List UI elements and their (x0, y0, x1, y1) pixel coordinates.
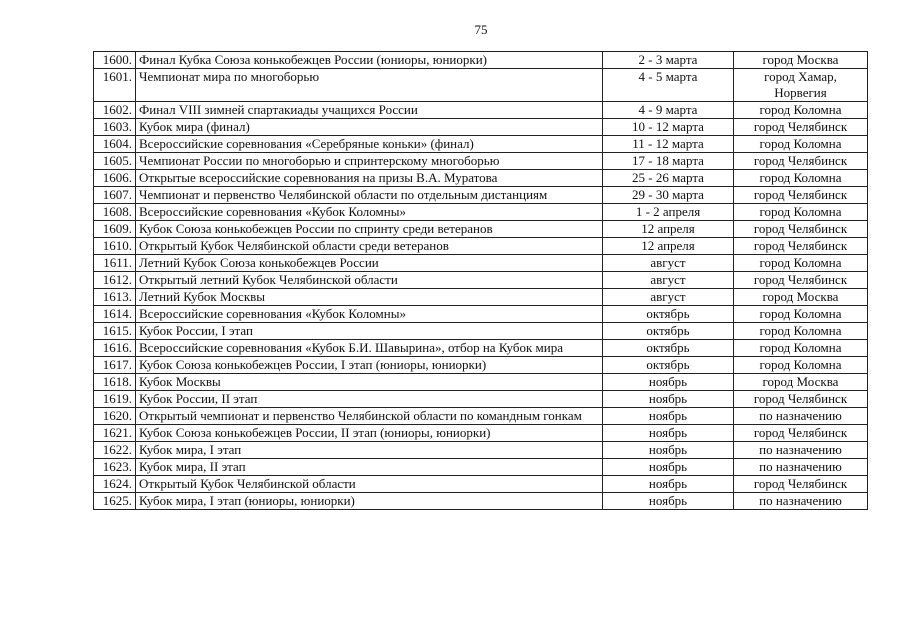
event-place-cell: по назначению (734, 459, 868, 476)
event-date-cell: ноябрь (603, 442, 734, 459)
event-date-cell: 1 - 2 апреля (603, 204, 734, 221)
row-number-cell: 1617. (94, 357, 136, 374)
event-name-cell: Летний Кубок Союза конькобежцев России (136, 255, 603, 272)
event-place-cell: город Хамар, Норвегия (734, 69, 868, 102)
event-name-cell: Открытые всероссийские соревнования на призы В.А. Муратова (136, 170, 603, 187)
event-date-cell: 12 апреля (603, 221, 734, 238)
row-number-cell: 1611. (94, 255, 136, 272)
row-number-cell: 1607. (94, 187, 136, 204)
event-date-cell: ноябрь (603, 374, 734, 391)
event-name-cell: Открытый чемпионат и первенство Челябинской области по командным гонкам (136, 408, 603, 425)
event-date-cell: октябрь (603, 306, 734, 323)
event-date-cell: 17 - 18 марта (603, 153, 734, 170)
table-row (94, 340, 868, 357)
event-place-cell: по назначению (734, 442, 868, 459)
table-row (94, 459, 868, 476)
row-number-cell: 1623. (94, 459, 136, 476)
event-place-cell: город Коломна (734, 323, 868, 340)
event-place-cell: город Коломна (734, 357, 868, 374)
event-name-cell: Открытый Кубок Челябинской области среди ветеранов (136, 238, 603, 255)
row-number-cell: 1610. (94, 238, 136, 255)
event-date-cell: 2 - 3 марта (603, 52, 734, 69)
row-number-cell: 1603. (94, 119, 136, 136)
table-row (94, 102, 868, 119)
row-number-cell: 1606. (94, 170, 136, 187)
table-row (94, 391, 868, 408)
event-name-cell: Кубок Союза конькобежцев России, II этап (юниоры, юниорки) (136, 425, 603, 442)
event-date-cell: ноябрь (603, 459, 734, 476)
event-date-cell: 4 - 5 марта (603, 69, 734, 102)
event-name-cell: Кубок Москвы (136, 374, 603, 391)
event-name-cell: Всероссийские соревнования «Кубок Б.И. Шавырина», отбор на Кубок мира (136, 340, 603, 357)
event-name-cell: Открытый летний Кубок Челябинской области (136, 272, 603, 289)
table-row (94, 357, 868, 374)
event-place-cell: город Челябинск (734, 391, 868, 408)
event-place-cell: город Челябинск (734, 425, 868, 442)
event-place-cell: город Коломна (734, 102, 868, 119)
event-place-cell: город Челябинск (734, 238, 868, 255)
table-row (94, 69, 868, 102)
event-date-cell: ноябрь (603, 425, 734, 442)
table-row (94, 374, 868, 391)
event-name-cell: Чемпионат России по многоборью и спринтерскому многоборью (136, 153, 603, 170)
event-place-cell: город Москва (734, 52, 868, 69)
table-row (94, 476, 868, 493)
table-row (94, 306, 868, 323)
row-number-cell: 1619. (94, 391, 136, 408)
event-name-cell: Кубок России, II этап (136, 391, 603, 408)
event-place-cell: город Коломна (734, 255, 868, 272)
event-name-cell: Чемпионат и первенство Челябинской области по отдельным дистанциям (136, 187, 603, 204)
event-place-cell: город Челябинск (734, 272, 868, 289)
event-place-cell: город Коломна (734, 306, 868, 323)
row-number-cell: 1602. (94, 102, 136, 119)
schedule-table-body (94, 52, 868, 510)
row-number-cell: 1622. (94, 442, 136, 459)
event-place-cell: город Челябинск (734, 119, 868, 136)
row-number-cell: 1621. (94, 425, 136, 442)
event-place-cell: город Москва (734, 374, 868, 391)
event-date-cell: 25 - 26 марта (603, 170, 734, 187)
page-number: 75 (474, 22, 488, 37)
event-name-cell: Кубок мира, I этап (136, 442, 603, 459)
event-place-cell: по назначению (734, 408, 868, 425)
event-date-cell: 10 - 12 марта (603, 119, 734, 136)
event-date-cell: октябрь (603, 340, 734, 357)
event-date-cell: октябрь (603, 357, 734, 374)
row-number-cell: 1612. (94, 272, 136, 289)
event-place-cell: город Москва (734, 289, 868, 306)
event-date-cell: 11 - 12 марта (603, 136, 734, 153)
table-row (94, 52, 868, 69)
table-row (94, 136, 868, 153)
event-place-cell: город Коломна (734, 136, 868, 153)
table-row (94, 238, 868, 255)
table-row (94, 323, 868, 340)
event-date-cell: ноябрь (603, 476, 734, 493)
event-place-cell: город Коломна (734, 170, 868, 187)
row-number-cell: 1601. (94, 69, 136, 102)
row-number-cell: 1604. (94, 136, 136, 153)
row-number-cell: 1613. (94, 289, 136, 306)
event-place-cell: город Коломна (734, 204, 868, 221)
table-row (94, 493, 868, 510)
event-name-cell: Кубок Союза конькобежцев России по спринту среди ветеранов (136, 221, 603, 238)
row-number-cell: 1609. (94, 221, 136, 238)
event-date-cell: ноябрь (603, 493, 734, 510)
table-row (94, 187, 868, 204)
event-place-cell: город Челябинск (734, 153, 868, 170)
event-date-cell: ноябрь (603, 408, 734, 425)
row-number-cell: 1625. (94, 493, 136, 510)
row-number-cell: 1614. (94, 306, 136, 323)
row-number-cell: 1600. (94, 52, 136, 69)
event-place-cell: город Челябинск (734, 476, 868, 493)
row-number-cell: 1605. (94, 153, 136, 170)
event-date-cell: 12 апреля (603, 238, 734, 255)
event-name-cell: Открытый Кубок Челябинской области (136, 476, 603, 493)
event-name-cell: Всероссийские соревнования «Кубок Коломны» (136, 204, 603, 221)
event-place-cell: город Челябинск (734, 221, 868, 238)
event-place-cell: город Челябинск (734, 187, 868, 204)
table-row (94, 272, 868, 289)
table-row (94, 425, 868, 442)
table-row (94, 221, 868, 238)
table-row (94, 204, 868, 221)
event-date-cell: август (603, 289, 734, 306)
event-name-cell: Финал VIII зимней спартакиады учащихся России (136, 102, 603, 119)
table-row (94, 442, 868, 459)
row-number-cell: 1608. (94, 204, 136, 221)
row-number-cell: 1618. (94, 374, 136, 391)
event-name-cell: Всероссийские соревнования «Кубок Коломны» (136, 306, 603, 323)
event-name-cell: Финал Кубка Союза конькобежцев России (юниоры, юниорки) (136, 52, 603, 69)
event-date-cell: август (603, 272, 734, 289)
event-name-cell: Кубок мира (финал) (136, 119, 603, 136)
table-row (94, 408, 868, 425)
event-name-cell: Чемпионат мира по многоборью (136, 69, 603, 102)
event-name-cell: Кубок мира, II этап (136, 459, 603, 476)
event-name-cell: Всероссийские соревнования «Серебряные коньки» (финал) (136, 136, 603, 153)
row-number-cell: 1615. (94, 323, 136, 340)
event-name-cell: Кубок мира, I этап (юниоры, юниорки) (136, 493, 603, 510)
row-number-cell: 1620. (94, 408, 136, 425)
row-number-cell: 1616. (94, 340, 136, 357)
event-name-cell: Летний Кубок Москвы (136, 289, 603, 306)
table-row (94, 153, 868, 170)
table-row (94, 289, 868, 306)
row-number-cell: 1624. (94, 476, 136, 493)
table-row (94, 255, 868, 272)
event-name-cell: Кубок Союза конькобежцев России, I этап (юниоры, юниорки) (136, 357, 603, 374)
event-date-cell: 29 - 30 марта (603, 187, 734, 204)
event-place-cell: город Коломна (734, 340, 868, 357)
event-date-cell: август (603, 255, 734, 272)
event-date-cell: ноябрь (603, 391, 734, 408)
event-place-cell: по назначению (734, 493, 868, 510)
table-row (94, 170, 868, 187)
table-row (94, 119, 868, 136)
event-date-cell: октябрь (603, 323, 734, 340)
competition-schedule-table (93, 51, 868, 510)
event-date-cell: 4 - 9 марта (603, 102, 734, 119)
event-name-cell: Кубок России, I этап (136, 323, 603, 340)
